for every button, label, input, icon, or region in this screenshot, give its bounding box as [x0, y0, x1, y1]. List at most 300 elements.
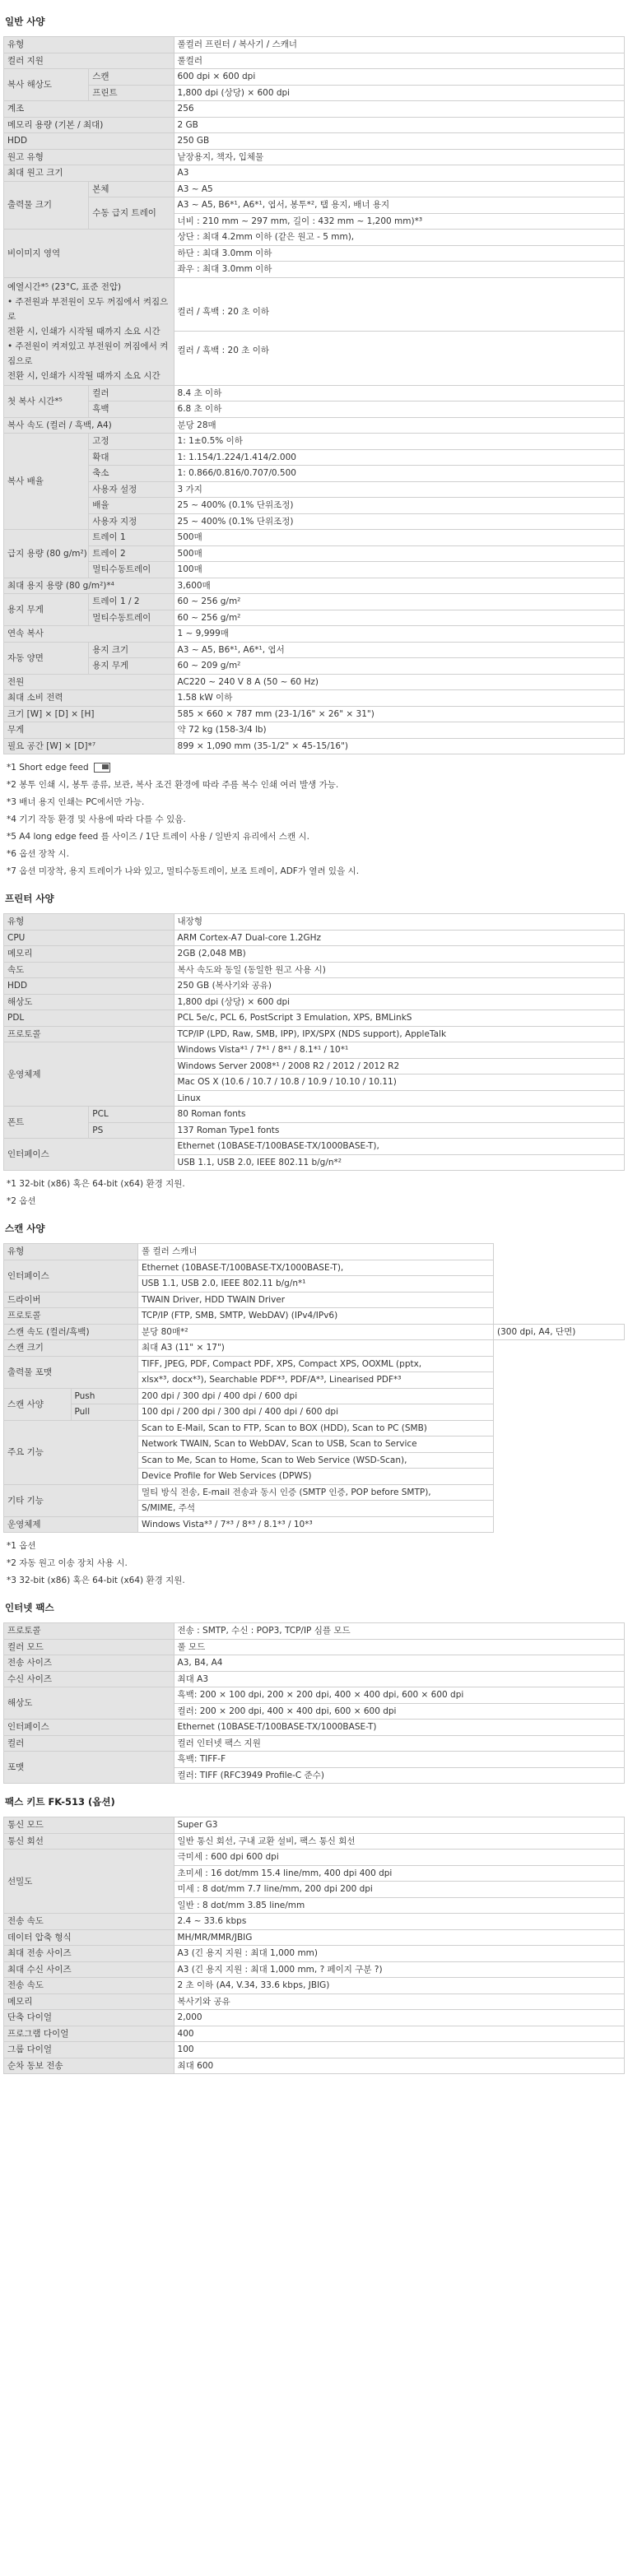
table-cell: Windows Server 2008*¹ / 2008 R2 / 2012 / 2012 R2 — [174, 1058, 624, 1074]
table-cell: 500매 — [174, 545, 624, 562]
table-cell: 6.8 초 이하 — [174, 401, 624, 418]
table-cell: 1.58 kW 이하 — [174, 690, 624, 707]
table-row — [4, 2042, 625, 2058]
table-row — [4, 1244, 625, 1260]
table-cell: 500매 — [174, 530, 624, 546]
table-row — [4, 1850, 625, 1866]
spec-table — [3, 913, 625, 1171]
table-cell: 폰트 — [4, 1107, 89, 1139]
table-cell: 유형 — [4, 914, 174, 931]
table-row — [4, 626, 625, 643]
table-cell: 본체 — [89, 181, 174, 197]
table-row — [4, 658, 625, 675]
footnote-text: *2 자동 원고 이송 장치 사용 시. — [7, 1558, 128, 1568]
short-edge-feed-icon — [94, 763, 110, 773]
table-cell: 메모리 용량 (기본 / 최대) — [4, 117, 174, 133]
table-cell: 기타 기능 — [4, 1484, 138, 1516]
table-cell: Linux — [174, 1090, 624, 1107]
table-cell: HDD — [4, 133, 174, 150]
footnote — [7, 1555, 626, 1572]
table-cell: 전송 : SMTP, 수신 : POP3, TCP/IP 심플 모드 — [174, 1623, 624, 1640]
table-cell: 수신 사이즈 — [4, 1671, 174, 1687]
table-cell: 전원 — [4, 674, 174, 690]
table-row — [4, 642, 625, 658]
table-cell: Mac OS X (10.6 / 10.7 / 10.8 / 10.9 / 10.10 / 10.11) — [174, 1074, 624, 1091]
table-cell: 최대 A3 — [174, 1671, 624, 1687]
section-title: 스캔 사양 — [5, 1223, 45, 1234]
table-cell: 트레이 1 — [89, 530, 174, 546]
footnote — [7, 811, 626, 828]
table-cell: 멀티수동트레이 — [89, 610, 174, 626]
section-gap — [3, 2077, 626, 2086]
table-row — [4, 690, 625, 707]
table-cell: 초미세 : 16 dot/mm 15.4 line/mm, 400 dpi 400 dpi — [174, 1865, 624, 1882]
footnotes — [7, 1538, 626, 1590]
table-cell: xlsx*³, docx*³), Searchable PDF*³, PDF/A*³, Linearised PDF*³ — [138, 1372, 494, 1389]
table-cell: 자동 양면 — [4, 642, 89, 674]
table-row — [4, 1735, 625, 1752]
table-cell: 프로토콜 — [4, 1623, 174, 1640]
table-cell: 최대 600 — [174, 2058, 624, 2074]
table-cell: 스캔 속도 (컬러/흑백) — [4, 1324, 138, 1340]
table-cell: 2.4 ~ 33.6 kbps — [174, 1914, 624, 1930]
table-cell: A3 (긴 용지 지원 : 최대 1,000 mm) — [174, 1946, 624, 1962]
table-row — [4, 417, 625, 434]
table-cell: 60 ~ 209 g/m² — [174, 658, 624, 675]
table-row — [4, 385, 625, 401]
table-row — [4, 1388, 625, 1404]
table-row — [4, 1623, 625, 1640]
table-cell: Windows Vista*¹ / 7*¹ / 8*¹ / 8.1*¹ / 10*¹ — [174, 1042, 624, 1059]
table-cell: 200 dpi / 300 dpi / 400 dpi / 600 dpi — [138, 1388, 494, 1404]
table-row — [4, 1993, 625, 2010]
footnote-text: *3 32-bit (x86) 혹은 64-bit (x64) 환경 지원. — [7, 1576, 185, 1585]
table-row — [4, 1292, 625, 1308]
table-cell: 899 × 1,090 mm (35-1/2" × 45-15/16") — [174, 738, 624, 754]
table-cell: 1: 1.154/1.224/1.414/2.000 — [174, 449, 624, 466]
footnote — [7, 828, 626, 846]
footnote — [7, 1572, 626, 1590]
table-cell: 트레이 1 / 2 — [89, 594, 174, 610]
footnote-text: *6 옵션 장착 시. — [7, 849, 69, 859]
table-cell: 최대 A3 (11" × 17") — [138, 1340, 494, 1357]
table-cell: 100 — [174, 2042, 624, 2058]
table-cell: MH/MR/MMR/JBIG — [174, 1929, 624, 1946]
table-cell: 전송 속도 — [4, 1914, 174, 1930]
table-cell: 드라이버 — [4, 1292, 138, 1308]
table-cell: 최대 전송 사이즈 — [4, 1946, 174, 1962]
table-cell: 유형 — [4, 37, 174, 53]
footnote-text: *2 옵션 — [7, 1196, 36, 1206]
table-row — [4, 1961, 625, 1978]
table-cell: 최대 소비 전력 — [4, 690, 174, 707]
table-cell: 낱장용지, 책자, 입체물 — [174, 149, 624, 165]
table-cell: 분당 28매 — [174, 417, 624, 434]
table-row — [4, 738, 625, 754]
table-cell: 계조 — [4, 101, 174, 118]
table-cell: 급지 용량 (80 g/m²) — [4, 530, 89, 578]
table-cell: 컬러: 200 × 200 dpi, 400 × 400 dpi, 600 × 600 dpi — [174, 1703, 624, 1720]
table-cell: 250 GB (복사기와 공유) — [174, 978, 624, 995]
table-cell: 흑백: TIFF-F — [174, 1752, 624, 1768]
table-row — [4, 1356, 625, 1372]
table-cell: 최대 용지 용량 (80 g/m²)*⁴ — [4, 578, 174, 594]
table-cell: Ethernet (10BASE-T/100BASE-TX/1000BASE-T), — [138, 1260, 494, 1276]
table-cell: 60 ~ 256 g/m² — [174, 610, 624, 626]
warmup-values — [174, 277, 624, 385]
table-cell: 컬러 — [89, 385, 174, 401]
table-cell: 컬러 — [4, 1735, 174, 1752]
table-cell: 사용자 지정 — [89, 513, 174, 530]
section-title: 인터넷 팩스 — [5, 1602, 54, 1613]
table-row — [4, 85, 625, 101]
footnote — [7, 759, 626, 777]
table-cell: 주요 기능 — [4, 1420, 138, 1484]
table-cell: 컬러 지원 — [4, 53, 174, 69]
table-cell: 250 GB — [174, 133, 624, 150]
table-row — [4, 1420, 625, 1437]
table-cell: 용지 무게 — [4, 594, 89, 626]
footnote-text: *3 배너 용지 인쇄는 PC에서만 가능. — [7, 797, 145, 807]
footnote-text: *4 기기 작동 환경 및 사용에 따라 다를 수 있음. — [7, 815, 186, 824]
table-cell: CPU — [4, 930, 174, 946]
table-cell: 너비 : 210 mm ~ 297 mm, 길이 : 432 mm ~ 1,200 mm)*³ — [174, 213, 624, 230]
table-cell: 400 — [174, 2026, 624, 2042]
table-row — [4, 1817, 625, 1834]
table-row — [4, 481, 625, 498]
table-cell: 메모리 — [4, 1993, 174, 2010]
table-row — [4, 946, 625, 963]
warmup-line: • 주전원이 켜져있고 부전원이 꺼짐에서 켜짐으로 — [7, 341, 169, 366]
table-cell: 컬러 모드 — [4, 1639, 174, 1655]
table-cell: 통신 모드 — [4, 1817, 174, 1834]
table-cell: A3 (긴 용지 지원 : 최대 1,000 mm, ? 페이지 구분 ?) — [174, 1961, 624, 1978]
table-cell: TWAIN Driver, HDD TWAIN Driver — [138, 1292, 494, 1308]
warmup-line: • 주전원과 부전원이 모두 꺼짐에서 켜짐으로 — [7, 296, 169, 322]
table-row — [4, 610, 625, 626]
table-row — [4, 1655, 625, 1672]
table-cell: A3 — [174, 165, 624, 182]
table-cell: 60 ~ 256 g/m² — [174, 594, 624, 610]
table-row — [4, 1516, 625, 1533]
table-row — [4, 1929, 625, 1946]
footnote-text: *1 옵션 — [7, 1541, 36, 1551]
table-row — [4, 1308, 625, 1325]
table-row — [4, 434, 625, 450]
section-title: 팩스 키트 FK-513 (옵션) — [5, 1796, 115, 1808]
table-cell: PCL 5e/c, PCL 6, PostScript 3 Emulation, XPS, BMLinkS — [174, 1010, 624, 1027]
table-cell: 복사 배율 — [4, 434, 89, 530]
footnotes — [7, 759, 626, 880]
table-cell: USB 1.1, USB 2.0, IEEE 802.11 b/g/n*¹ — [138, 1276, 494, 1293]
table-cell: 프로토콜 — [4, 1308, 138, 1325]
table-row — [4, 101, 625, 118]
table-row — [4, 449, 625, 466]
table-cell: 2,000 — [174, 2010, 624, 2026]
table-cell: 멀티 방식 전송, E-mail 전송과 동시 인증 (SMTP 인증, POP before SMTP), — [138, 1484, 494, 1501]
table-cell: 풀컬러 — [174, 53, 624, 69]
table-row — [4, 1042, 625, 1059]
table-cell: 복사 속도와 동일 (동일한 원고 사용 시) — [174, 962, 624, 978]
table-cell: 필요 공간 [W] × [D]*⁷ — [4, 738, 174, 754]
table-row — [4, 513, 625, 530]
footnote — [7, 1193, 626, 1210]
table-cell: 1,800 dpi (상당) × 600 dpi — [174, 85, 624, 101]
table-cell: 인터페이스 — [4, 1260, 138, 1292]
table-cell: 프로그램 다이얼 — [4, 2026, 174, 2042]
table-cell: Ethernet (10BASE-T/100BASE-TX/1000BASE-T), — [174, 1139, 624, 1155]
warmup-label — [4, 277, 174, 385]
table-row — [4, 1340, 625, 1357]
table-row — [4, 165, 625, 182]
table-cell: 3 가지 — [174, 481, 624, 498]
table-cell: TIFF, JPEG, PDF, Compact PDF, XPS, Compact XPS, OOXML (pptx, — [138, 1356, 494, 1372]
table-cell: 프린트 — [89, 85, 174, 101]
table-cell: 배율 — [89, 498, 174, 514]
table-cell: 137 Roman Type1 fonts — [174, 1122, 624, 1139]
table-row — [4, 1484, 625, 1501]
table-row — [4, 1139, 625, 1155]
table-cell: 600 dpi × 600 dpi — [174, 69, 624, 86]
table-cell: 스캔 크기 — [4, 1340, 138, 1357]
table-cell: 8.4 초 이하 — [174, 385, 624, 401]
table-cell: 해상도 — [4, 1687, 174, 1720]
table-cell: Push — [71, 1388, 138, 1404]
warmup-line: 전환 시, 인쇄가 시작될 때까지 소요 시간 — [7, 370, 160, 381]
table-row — [4, 978, 625, 995]
table-cell: 용지 크기 — [89, 642, 174, 658]
table-cell: 일반 통신 회선, 구내 교환 설비, 팩스 통신 회선 — [174, 1833, 624, 1850]
table-cell: ARM Cortex-A7 Dual-core 1.2GHz — [174, 930, 624, 946]
table-row — [4, 674, 625, 690]
table-row — [4, 930, 625, 946]
table-cell: 축소 — [89, 466, 174, 482]
footnote-text: *1 Short edge feed — [7, 763, 89, 773]
table-row — [4, 53, 625, 69]
footnote-text: *2 봉투 인쇄 시, 봉투 종류, 보관, 복사 조건 환경에 따라 주름 복수 인쇄 여러 발생 가능. — [7, 780, 339, 790]
table-cell: 전송 속도 — [4, 1978, 174, 1994]
table-cell: A3 ~ A5, B6*¹, A6*¹, 엽서 — [174, 642, 624, 658]
section-title: 일반 사양 — [5, 16, 45, 27]
table-cell: 무게 — [4, 722, 174, 739]
table-row — [4, 530, 625, 546]
table-cell: A3, B4, A4 — [174, 1655, 624, 1672]
table-row — [4, 994, 625, 1010]
section-gap — [3, 1787, 626, 1795]
footnote — [7, 846, 626, 863]
table-cell: Ethernet (10BASE-T/100BASE-TX/1000BASE-T) — [174, 1720, 624, 1736]
table-row — [4, 1671, 625, 1687]
table-row — [4, 1914, 625, 1930]
footnote — [7, 794, 626, 811]
table-cell: AC220 ~ 240 V 8 A (50 ~ 60 Hz) — [174, 674, 624, 690]
table-cell: 선밀도 — [4, 1850, 174, 1914]
table-row — [4, 1833, 625, 1850]
table-cell: 1,800 dpi (상당) × 600 dpi — [174, 994, 624, 1010]
table-cell: 일반 : 8 dot/mm 3.85 line/mm — [174, 1897, 624, 1914]
table-cell: 단축 다이얼 — [4, 2010, 174, 2026]
table-cell: 최대 원고 크기 — [4, 165, 174, 182]
table-row — [4, 133, 625, 150]
footnote-text: *7 옵션 미장착, 용지 트레이가 나와 있고, 멀티수동트레이, 보조 트레이, ADF가 열려 있을 시. — [7, 866, 360, 876]
table-cell: 운영체제 — [4, 1042, 174, 1107]
table-row — [4, 401, 625, 418]
table-cell: 그룹 다이얼 — [4, 2042, 174, 2058]
table-row — [4, 1026, 625, 1042]
table-row — [4, 1107, 625, 1123]
table-row — [4, 181, 625, 197]
table-cell: 트레이 2 — [89, 545, 174, 562]
warmup-line: 예열시간*⁵ (23°C, 표준 전압) — [7, 281, 122, 292]
table-cell: 25 ~ 400% (0.1% 단위조정) — [174, 498, 624, 514]
table-cell: 컬러: TIFF (RFC3949 Profile-C 준수) — [174, 1767, 624, 1784]
table-cell: 원고 유형 — [4, 149, 174, 165]
table-cell: 프로토콜 — [4, 1026, 174, 1042]
table-cell: 흑백 — [89, 401, 174, 418]
table-cell: 1 ~ 9,999매 — [174, 626, 624, 643]
table-cell: 80 Roman fonts — [174, 1107, 624, 1123]
table-cell: 미세 : 8 dot/mm 7.7 line/mm, 200 dpi 200 dpi — [174, 1882, 624, 1898]
table-cell: 100매 — [174, 562, 624, 578]
table-cell: 흑백: 200 × 100 dpi, 200 × 200 dpi, 400 × 400 dpi, 600 × 600 dpi — [174, 1687, 624, 1704]
table-cell: 인터페이스 — [4, 1720, 174, 1736]
table-row — [4, 1404, 625, 1421]
table-cell: 복사기와 공유 — [174, 1993, 624, 2010]
table-cell: Super G3 — [174, 1817, 624, 1834]
table-cell: 극미세 : 600 dpi 600 dpi — [174, 1850, 624, 1866]
section-title: 프린터 사양 — [5, 893, 54, 904]
table-cell: 전송 사이즈 — [4, 1655, 174, 1672]
table-cell: Scan to Me, Scan to Home, Scan to Web Service (WSD-Scan), — [138, 1452, 494, 1469]
table-cell: PDL — [4, 1010, 174, 1027]
table-cell: 스캔 — [89, 69, 174, 86]
table-row — [4, 117, 625, 133]
table-cell: 스캔 사양 — [4, 1388, 72, 1420]
table-row — [4, 962, 625, 978]
spec-table — [3, 1817, 625, 2074]
table-cell: Device Profile for Web Services (DPWS) — [138, 1469, 494, 1485]
table-cell: 2 초 이하 (A4, V.34, 33.6 kbps, JBIG) — [174, 1978, 624, 1994]
table-cell: 풀컬러 프린터 / 복사기 / 스캐너 — [174, 37, 624, 53]
table-cell: TCP/IP (LPD, Raw, SMB, IPP), IPX/SPX (NDS support), AppleTalk — [174, 1026, 624, 1042]
table-cell: 컬러 인터넷 팩스 지원 — [174, 1735, 624, 1752]
table-cell: 첫 복사 시간*⁵ — [4, 385, 89, 417]
table-row — [4, 594, 625, 610]
table-row — [4, 706, 625, 722]
table-row — [4, 197, 625, 214]
table-cell: 연속 복사 — [4, 626, 174, 643]
table-row — [4, 37, 625, 53]
table-cell: 유형 — [4, 1244, 138, 1260]
table-cell: 풀 모드 — [174, 1639, 624, 1655]
table-cell: 1: 0.866/0.816/0.707/0.500 — [174, 466, 624, 482]
table-cell: 풀 컬러 스캐너 — [138, 1244, 494, 1260]
table-cell: 운영체제 — [4, 1516, 138, 1533]
table-row — [4, 2010, 625, 2026]
warmup-value: 컬러 / 흑백 : 20 초 이하 — [174, 293, 624, 332]
spec-table — [3, 1622, 625, 1784]
table-cell: 비이미지 영역 — [4, 230, 174, 278]
table-cell: 사용자 설정 — [89, 481, 174, 498]
table-row — [4, 1122, 625, 1139]
footnote-text: *5 A4 long edge feed 를 사이즈 / 1단 트레이 사용 / 일반지 유리에서 스캔 시. — [7, 832, 310, 842]
table-cell: 순차 동보 전송 — [4, 2058, 174, 2074]
table-cell: Windows Vista*³ / 7*³ / 8*³ / 8.1*³ / 10*³ — [138, 1516, 494, 1533]
table-cell: 2 GB — [174, 117, 624, 133]
table-cell: 용지 무게 — [89, 658, 174, 675]
table-row — [4, 1687, 625, 1704]
table-cell: 3,600매 — [174, 578, 624, 594]
table-cell: 분당 80매*² — [138, 1324, 494, 1340]
table-cell: 확대 — [89, 449, 174, 466]
spec-table — [3, 36, 625, 754]
table-cell: Scan to E-Mail, Scan to FTP, Scan to BOX (HDD), Scan to PC (SMB) — [138, 1420, 494, 1437]
table-row — [4, 1260, 625, 1276]
table-row — [4, 1752, 625, 1768]
table-row — [4, 545, 625, 562]
table-cell: HDD — [4, 978, 174, 995]
table-cell: S/MIME, 주석 — [138, 1501, 494, 1517]
table-cell: 좌우 : 최대 3.0mm 이하 — [174, 262, 624, 278]
table-cell: 인터페이스 — [4, 1139, 174, 1171]
table-cell: 256 — [174, 101, 624, 118]
table-cell: 출력물 크기 — [4, 181, 89, 230]
table-row — [4, 149, 625, 165]
table-cell: 복사 해상도 — [4, 69, 89, 101]
table-cell: 25 ~ 400% (0.1% 단위조정) — [174, 513, 624, 530]
footnote — [7, 863, 626, 880]
table-cell: 2GB (2,048 MB) — [174, 946, 624, 963]
table-cell: 크기 [W] × [D] × [H] — [4, 706, 174, 722]
table-row — [4, 578, 625, 594]
table-cell: 고정 — [89, 434, 174, 450]
table-row — [4, 2058, 625, 2074]
table-cell: 하단 : 최대 3.0mm 이하 — [174, 245, 624, 262]
table-cell: TCP/IP (FTP, SMB, SMTP, WebDAV) (IPv4/IPv6) — [138, 1308, 494, 1325]
table-cell: 해상도 — [4, 994, 174, 1010]
table-cell: 100 dpi / 200 dpi / 300 dpi / 400 dpi / 600 dpi — [138, 1404, 494, 1421]
table-row — [4, 1720, 625, 1736]
table-row — [4, 1946, 625, 1962]
table-cell: 복사 속도 (컬러 / 흑백, A4) — [4, 417, 174, 434]
table-cell: 약 72 kg (158-3/4 lb) — [174, 722, 624, 739]
footnote — [7, 1538, 626, 1555]
warmup-line: 전환 시, 인쇄가 시작될 때까지 소요 시간 — [7, 326, 160, 337]
table-row — [4, 2026, 625, 2042]
table-cell: 통신 회선 — [4, 1833, 174, 1850]
table-cell: 메모리 — [4, 946, 174, 963]
table-cell: 데이터 압축 형식 — [4, 1929, 174, 1946]
footnote — [7, 777, 626, 794]
table-row — [4, 914, 625, 931]
table-cell: (300 dpi, A4, 단면) — [494, 1324, 625, 1340]
table-cell: 1: 1±0.5% 이하 — [174, 434, 624, 450]
table-cell: PCL — [89, 1107, 174, 1123]
table-cell: Pull — [71, 1404, 138, 1421]
table-cell: 수동 급지 트레이 — [89, 197, 174, 230]
table-row — [4, 1639, 625, 1655]
table-cell: 최대 수신 사이즈 — [4, 1961, 174, 1978]
table-cell: 내장형 — [174, 914, 624, 931]
table-row — [4, 562, 625, 578]
spec-table — [3, 1243, 625, 1533]
table-cell: 포맷 — [4, 1752, 174, 1784]
table-row — [4, 1010, 625, 1027]
table-cell: 출력물 포맷 — [4, 1356, 138, 1388]
table-cell: Network TWAIN, Scan to WebDAV, Scan to USB, Scan to Service — [138, 1437, 494, 1453]
warmup-value: 컬러 / 흑백 : 20 초 이하 — [177, 346, 269, 355]
table-row — [4, 230, 625, 246]
